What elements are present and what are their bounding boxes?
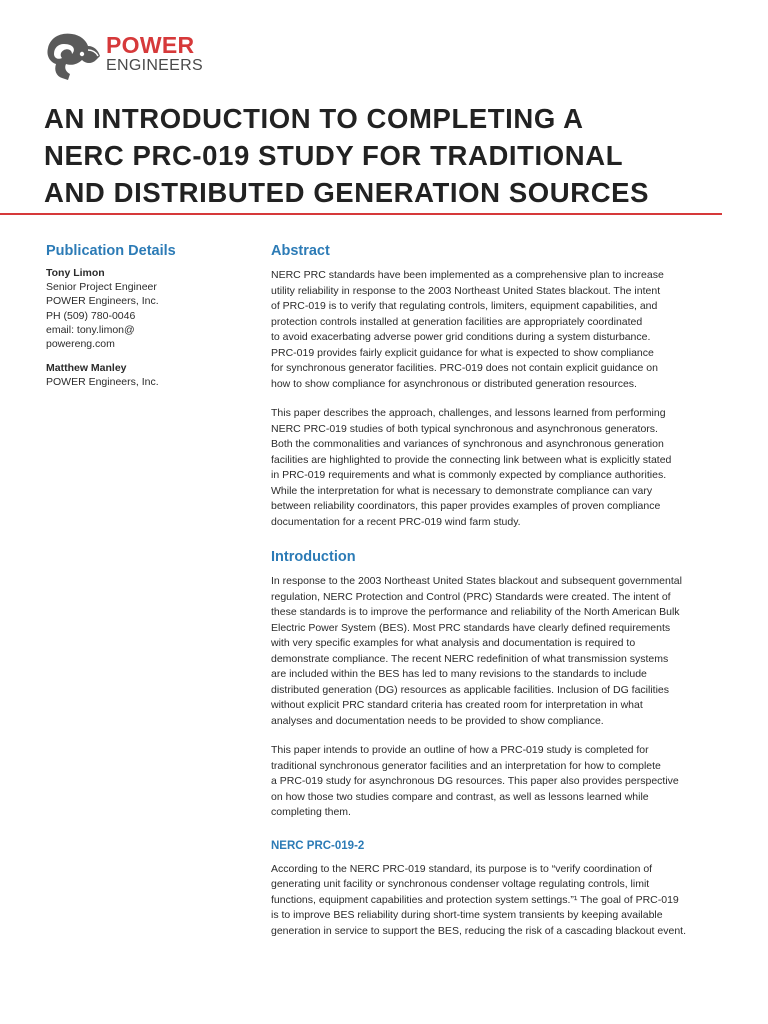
title-line: NERC PRC-019 STUDY FOR TRADITIONAL [44,140,624,171]
text-line: utility reliability in response to the 2003 Northeast United States blackout. The intent [271,284,661,297]
title-line: AND DISTRIBUTED GENERATION SOURCES [44,177,650,208]
author-name: Matthew Manley [46,362,127,375]
text-line: on how those two studies compare and contrast, as well as lessons learned while [271,790,649,803]
text-line: is to improve BES reliability during short-time system transients by keeping available [271,909,663,921]
publication-details [46,242,246,390]
text-line: NERC PRC-019 studies of both typical synchronous and asynchronous generators. [271,422,658,435]
text-line: how to show compliance for asynchronous or distributed generation resources. [271,377,637,390]
text-line: these standards is to improve the performance and reliability of the North American Bulk [271,606,680,618]
text-line: Electric Power System (BES). Most PRC standards have clearly defined requirements [271,621,671,634]
text-line: between reliability coordinators, this paper provides examples of proven compliance [271,500,661,512]
text-line: protection controls installed at generation facilities are appropriately coordinated [271,315,643,328]
logo-word-power: POWER [106,32,195,58]
text-line: of PRC-019 is to verify that regulating controls, limiters, equipment capabilities, and [271,300,658,312]
author-line: Senior Project Engineer [46,281,157,294]
text-line: for synchronous generator facilities. PRC-019 does not contain explicit guidance on [271,362,658,374]
text-line: In response to the 2003 Northeast United States blackout and subsequent governmental [271,575,682,587]
author-email: powereng.com [46,338,115,351]
abstract-heading: Abstract [271,243,330,259]
text-line: are included within the BES has led to many revisions to the standards to include [271,668,647,680]
text-line: traditional synchronous generator facilities and an interpretation for how to complete [271,759,661,772]
text-line: distributed generation (DG) resources as applicable facilities. Inclusion of DG facilities [271,683,670,696]
document-title [44,100,734,211]
nerc-paragraph [271,862,731,940]
abstract-paragraph [271,268,731,392]
text-line: demonstrate compliance. The recent NERC redefinition of what transmission systems [271,652,669,665]
author-block [46,266,246,351]
abstract-paragraph [271,406,731,530]
introduction-heading: Introduction [271,549,356,565]
introduction-paragraph [271,743,731,821]
power-engineers-logo [42,30,222,86]
text-line: facilities are highlighted to provide the connecting link between what is explicitly stated [271,453,672,466]
logo-word-engineers: ENGINEERS [106,57,203,74]
text-line: According to the NERC PRC-019 standard, its purpose is to “verify coordination of [271,862,653,875]
text-line: without explicit PRC standard criteria has created room for interpretation in what [271,699,643,711]
text-line: analyses and documentation needs to be provided to show compliance. [271,714,604,727]
text-line: in PRC-019 requirements and what is commonly expected by compliance authorities. [271,469,667,481]
text-line: functions, equipment capabilities and protection system settings.”¹ The goal of PRC-019 [271,893,679,906]
text-line: NERC PRC standards have been implemented as a comprehensive plan to increase [271,269,664,281]
ram-head-icon [42,30,104,82]
author-email: email: tony.limon@ [46,323,135,336]
nerc-prc-019-heading: NERC PRC-019-2 [271,839,365,852]
text-line: While the interpretation for what is necessary to demonstrate compliance can vary [271,484,653,497]
publication-heading: Publication Details [46,243,176,259]
author-block [46,361,246,389]
text-line: documentation for a recent PRC-019 wind farm study. [271,515,521,528]
author-phone: PH (509) 780-0046 [46,309,136,322]
title-divider [0,213,722,215]
text-line: completing them. [271,806,351,818]
text-line: with very specific examples for what analysis and documentation is required to [271,637,636,649]
author-name: Tony Limon [46,267,105,279]
text-line: This paper intends to provide an outline of how a PRC-019 study is completed for [271,744,649,756]
text-line: to avoid exacerbating adverse power grid conditions during a system disturbance. [271,331,651,343]
text-line: generating unit facility or synchronous condenser voltage regulating controls, limit [271,878,650,890]
introduction-paragraph [271,574,731,729]
text-line: a PRC-019 study for asynchronous DG resources. This paper also provides perspective [271,775,679,787]
main-content [271,242,731,953]
author-line: POWER Engineers, Inc. [46,376,159,389]
text-line: generation in service to support the BES, reducing the risk of a cascading blackout event. [271,924,686,937]
text-line: This paper describes the approach, challenges, and lessons learned from performing [271,407,666,419]
title-line: AN INTRODUCTION TO COMPLETING A [44,103,584,134]
author-line: POWER Engineers, Inc. [46,295,159,308]
text-line: PRC-019 provides fairly explicit guidance for what is expected to show compliance [271,346,654,359]
text-line: regulation, NERC Protection and Control (PRC) Standards were created. The intent of [271,590,671,603]
text-line: Both the commonalities and variances of synchronous and asynchronous generation [271,438,664,450]
